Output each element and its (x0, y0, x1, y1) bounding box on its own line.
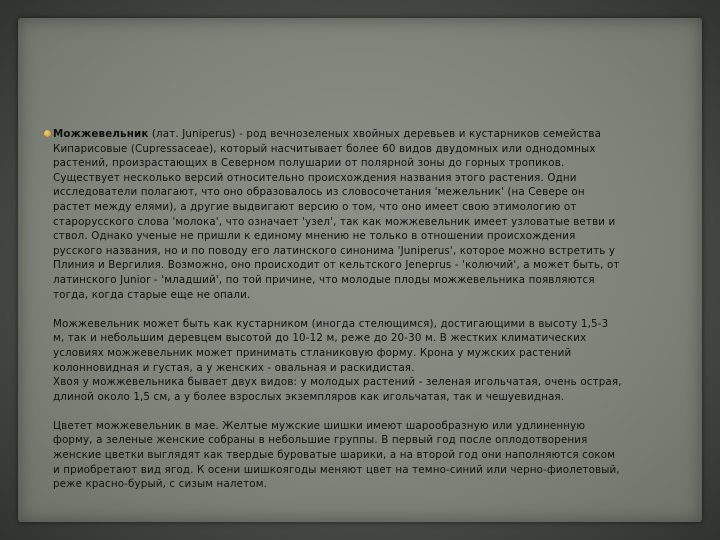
paragraph-3-line: и приобретают вид ягод. К осени шишкоягоды меняют цвет на темно-синий или черно-фиолетовый, (53, 463, 620, 476)
paragraph-3-line: форму, а зеленые женские собраны в небольшие группы. В первый год после оплодотворения (53, 434, 588, 447)
paragraph-1-line: Кипарисовые (Cupressaceae), который насчитывает более 60 видов двудомных или однодомных (53, 142, 596, 155)
paragraph-2-line: условиях можжевельник может принимать стланиковую форму. Крона у мужских растений (53, 346, 572, 359)
paragraph-1-line: тогда, когда старые еще не опали. (53, 288, 251, 301)
paragraph-1-line: Существует несколько версий относительно происхождения названия этого растения. Одни (53, 171, 577, 184)
term-heading: Можжевельник (53, 128, 149, 140)
paragraph-3 (53, 419, 693, 492)
paragraph-2-line: колонновидная и густая, а у женских - овальная и раскидистая. (53, 361, 415, 374)
paragraph-1-line: Плиния и Вергилия. Возможно, оно происходит от кельтского Jeneprus - 'колючий', а может быть, от (53, 259, 620, 272)
paragraph-1-line: растет между елями), а другие выдвигают версию о том, что оно имеет свою этимологию от (53, 200, 577, 213)
paragraph-1-text: (лат. Juniperus) - род вечнозеленых хвойных деревьев и кустарников семейства (148, 128, 602, 140)
paragraph-2-line: м, так и небольшим деревцем высотой до 10-12 м, реже до 20-30 м. В жестких климатических (53, 332, 587, 345)
paragraph-1-line: латинского Junior - 'младший', по той причине, что молодые плоды можжевельника появляются (53, 273, 595, 286)
text-content (53, 127, 693, 492)
paragraph-1-line: старорусского слова 'молока', что означает 'узел', так как можжевельник имеет узловатые ветви и (53, 215, 616, 228)
paragraph-2-line: Можжевельник может быть как кустарником (иногда стелющимся), достигающими в высоту 1,5-3 (53, 317, 609, 330)
paragraph-2-line: Хвоя у можжевельника бывает двух видов: у молодых растений - зеленая игольчатая, очень острая, (53, 376, 622, 389)
paragraph-1-line: растений, произрастающих в Северном полушарии от полярной зоны до горных тропиков. (53, 157, 565, 170)
paragraph-1-line: ствол. Однако ученые не пришли к единому мнению не только в отношении происхождения (53, 230, 576, 243)
paragraph-1 (53, 127, 693, 302)
bullet-icon (44, 130, 51, 137)
paragraph-2 (53, 317, 693, 405)
paragraph-1-line (53, 127, 693, 142)
paragraph-3-line: реже красно-бурый, с сизым налетом. (53, 478, 268, 491)
paragraph-1-line: русского названия, но и по поводу его латинского синонима 'Juniperus', которое можно встретить у (53, 244, 616, 257)
paragraph-2-line: длиной около 1,5 см, а у более взрослых экземпляров как игольчатая, так и чешуевидная. (53, 390, 565, 403)
paragraph-1-line: исследователи полагают, что оно образовалось из словосочетания 'межельник' (на Севере он (53, 186, 585, 199)
paragraph-3-line: Цветет можжевельник в мае. Желтые мужские шишки имеют шарообразную или удлиненную (53, 419, 586, 432)
paragraph-3-line: женские цветки выглядят как твердые буроватые шарики, а на второй год они наполняются соком (53, 449, 616, 462)
